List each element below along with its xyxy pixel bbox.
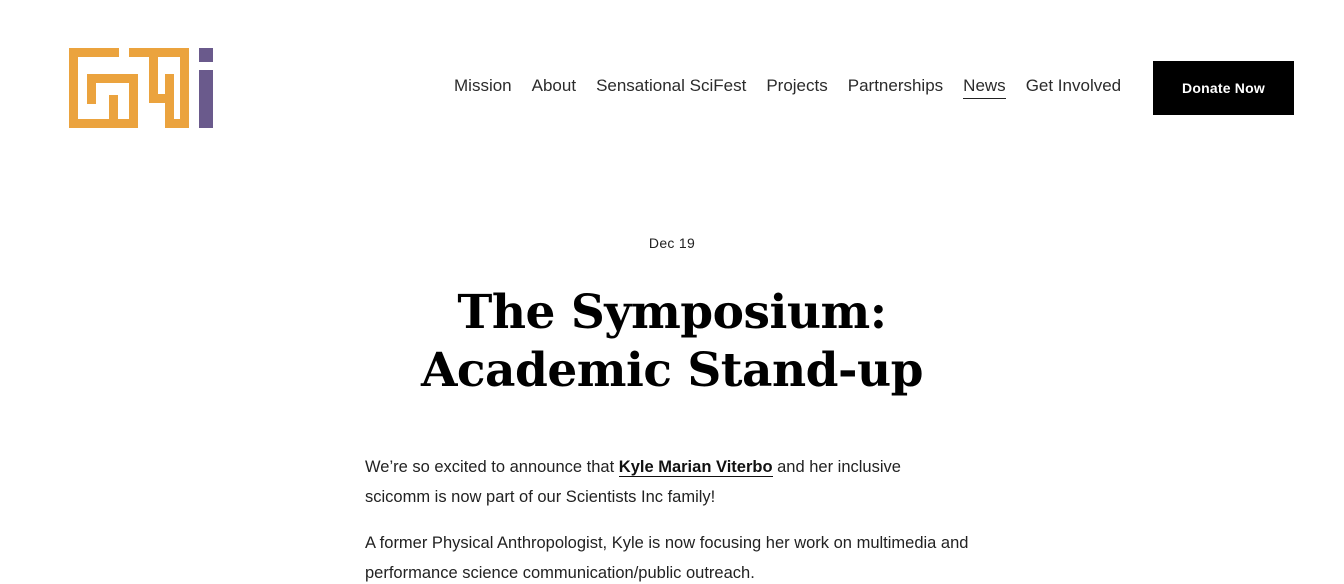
scientists-inc-logo[interactable] [69, 48, 213, 130]
nav-projects[interactable]: Projects [766, 76, 828, 95]
main-nav [454, 76, 1121, 99]
site-header [0, 0, 1344, 160]
post-title: The Symposium: Academic Stand-up [420, 285, 924, 398]
nav-mission[interactable]: Mission [454, 76, 512, 95]
paragraph-text: and her inclusive scicomm is now part of our Scientists Inc family! [365, 458, 901, 506]
post-date: Dec 19 [648, 235, 696, 251]
nav-get-involved[interactable]: Get Involved [1025, 76, 1122, 95]
post-body [365, 452, 970, 584]
post-paragraph [365, 452, 970, 512]
author-link[interactable]: Kyle Marian Viterbo [618, 458, 773, 476]
donate-button[interactable]: Donate Now [1153, 61, 1294, 115]
paragraph-text: We’re so excited to announce that [365, 458, 619, 476]
nav-sensational-scifest[interactable]: Sensational SciFest [596, 76, 747, 95]
nav-about[interactable]: About [531, 76, 577, 95]
nav-news[interactable]: News [963, 76, 1006, 99]
nav-partnerships[interactable]: Partnerships [847, 76, 944, 95]
post-paragraph: A former Physical Anthropologist, Kyle is now focusing her work on multimedia and performance science communication/public outreach. [365, 534, 969, 582]
